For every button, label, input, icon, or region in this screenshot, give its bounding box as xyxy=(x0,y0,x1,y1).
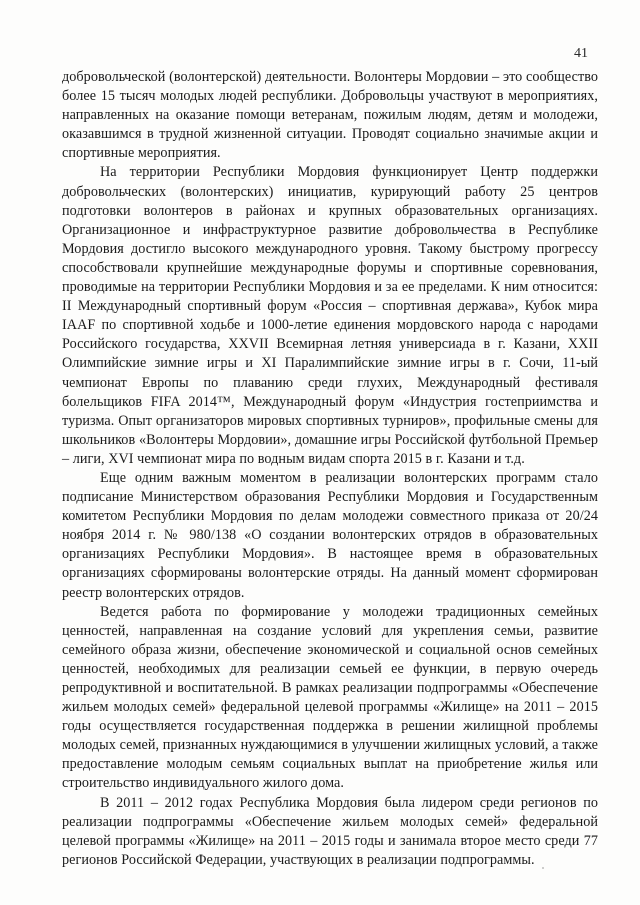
paragraph-housing-program: В 2011 – 2012 годах Республика Мордовия была лидером среди регионов по реализации подпрограммы «Обеспечение жильем молодых семей» федеральной целевой программы «Жилище» на 2011 – 2015 годы и занимала второе место среди 77 регионов Российской Федерации, участвующих в реализации подпрограммы. xyxy=(62,794,598,868)
paragraph-family-values: Ведется работа по формирование у молодежи традиционных семейных ценностей, направленная на создание условий для укрепления семьи, развитие семейного образа жизни, обеспечение экономической и социальной основ семейных ценностей, необходимых для реализации семьей ее функции, в первую очередь репродуктивной и воспитательной. В рамках реализации подпрограммы «Обеспечение жильем молодых семей» федеральной целевой программы «Жилище» на 2011 – 2015 годы осуществляется государственная поддержка в решении жилищной проблемы молодых семей, признанных нуждающимися в улучшении жилищных условий, а также предоставление молодым семьям социальных выплат на приобретение жилья или строительство индивидуального жилого дома. xyxy=(62,603,598,792)
body-text xyxy=(62,68,598,870)
scan-speck xyxy=(542,867,544,869)
paragraph-continuation: добровольческой (волонтерской) деятельности. Волонтеры Мордовии – это сообщество более 15 тысяч молодых людей республики. Добровольцы участвуют в мероприятиях, направленных на оказание помощи ветеранам, пожилым людям, детям и молодежи, оказавшимся в трудной жизненной ситуации. Проводят социально значимые акции и спортивные мероприятия. xyxy=(62,69,598,162)
page-number: 41 xyxy=(574,46,588,61)
paragraph-volunteer-center: На территории Республики Мордовия функционирует Центр поддержки добровольческих (волонтерских) инициатив, курирующий работу 25 центров подготовки волонтеров в районах и крупных образовательных организациях. Организационное и инфраструктурное развитие добровольчества в Республике Мордовия достигло высокого международного уровня. Такому быстрому прогрессу способствовали крупнейшие международные форумы и спортивные соревнования, проводимые на территории Республики Мордовия и за ее пределами. К ним относится: II Международный спортивный форум «Россия – спортивная держава», Кубок мира IAAF по спортивной ходьбе и 1000-летие единения мордовского народа с народами Российского государства, XXVII Всемирная летняя универсиада в г. Казани, XXII Олимпийские зимние игры и XI Паралимпийские зимние игры в г. Сочи, 11-ый чемпионат Европы по плаванию среди глухих, Международный фестиваля болельщиков FIFA 2014™, Международный форум «Индустрия гостеприимства и туризма. Опыт организаторов мировых спортивных турниров», профильные смены для школьников «Волонтеры Мордовии», домашние игры Российской футбольной Премьер – лиги, XVI чемпионат мира по водным видам спорта 2015 в г. Казани и т.д. xyxy=(62,164,598,467)
paragraph-joint-order: Еще одним важным моментом в реализации волонтерских программ стало подписание Министерством образования Республики Мордовия и Государственным комитетом Республики Мордовия по делам молодежи совместного приказа от 20/24 ноября 2014 г. № 980/138 «О создании волонтерских отрядов в образовательных организациях Республики Мордовия». В настоящее время в образовательных организациях сформированы волонтерские отряды. На данный момент сформирован реестр волонтерских отрядов. xyxy=(62,469,598,601)
